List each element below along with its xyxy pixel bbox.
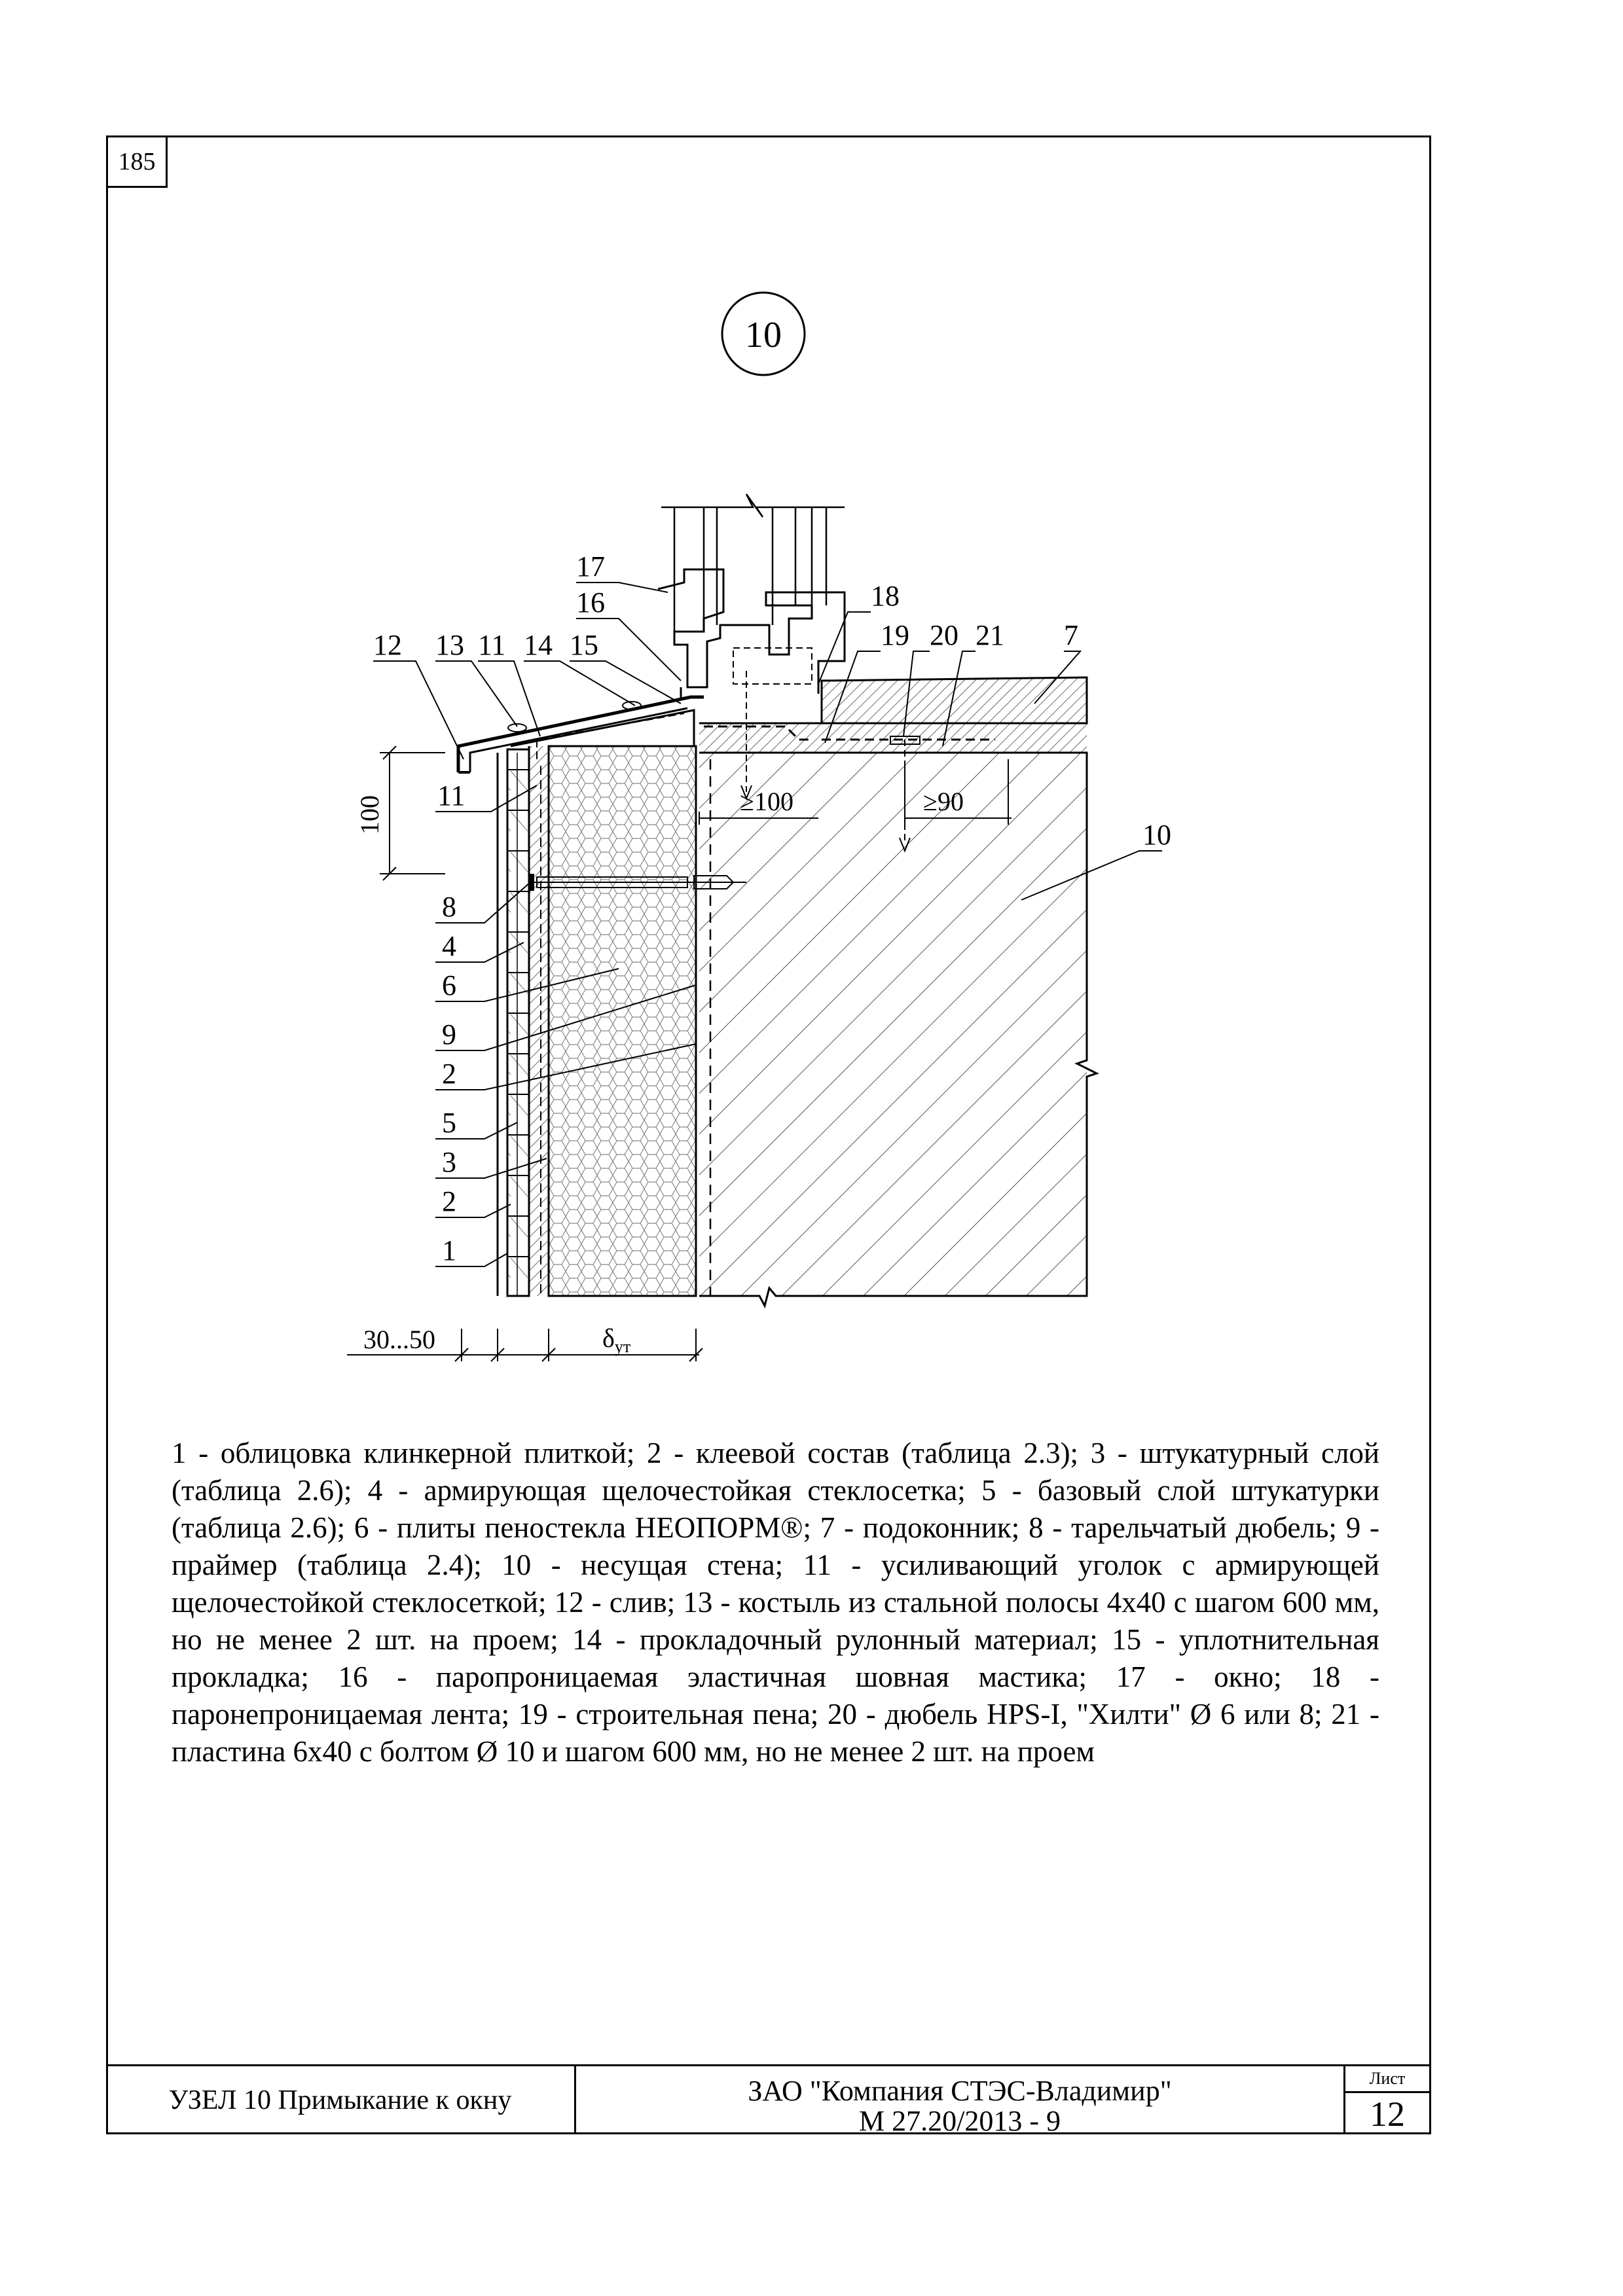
drawing-title: УЗЕЛ 10 Примыкание к окну (168, 2085, 512, 2115)
callout-14: 14 (524, 629, 553, 661)
callout-2-lower: 2 (442, 1185, 456, 1217)
callout-4: 4 (442, 930, 456, 962)
callout-16: 16 (576, 586, 605, 619)
callout-19: 19 (881, 619, 909, 651)
window-sill (822, 677, 1087, 723)
callout-13: 13 (435, 629, 464, 661)
callout-7: 7 (1064, 619, 1078, 651)
callout-9: 9 (442, 1018, 456, 1050)
organization: ЗАО "Компания СТЭС-Владимир" (748, 2075, 1172, 2107)
facade-layers (498, 746, 549, 1296)
document-code: М 27.20/2013 - 9 (859, 2105, 1061, 2137)
organization-cell (574, 2066, 1343, 2137)
dim-30-50: 30...50 (363, 1325, 435, 1354)
callout-11-top: 11 (478, 629, 506, 661)
title-block (106, 2064, 1431, 2137)
callout-12: 12 (373, 629, 402, 661)
dim-100-horizontal: ≥100 (740, 787, 793, 816)
dim-100-vertical: 100 (355, 795, 384, 834)
callout-5: 5 (442, 1107, 456, 1139)
callout-3: 3 (442, 1146, 456, 1178)
callout-8: 8 (442, 891, 456, 923)
sheet-label: Лист (1345, 2068, 1429, 2093)
callout-17: 17 (576, 550, 605, 583)
dim-90: ≥90 (923, 787, 964, 816)
callout-1: 1 (442, 1234, 456, 1266)
page-number: 185 (106, 135, 168, 188)
callout-20: 20 (930, 619, 958, 651)
sheet-cell (1343, 2066, 1429, 2134)
load-bearing-wall (699, 753, 1097, 1306)
callout-11-side: 11 (437, 780, 465, 812)
glass-foam-insulation (549, 746, 696, 1296)
legend: 1 - облицовка клинкерной плиткой; 2 - клеевой состав (таблица 2.3); 3 - штукатурный слой (таблица 2.6); 4 - армирующая щелочестойкая стеклосетка; 5 - базовый слой штукатурки (таблица 2.6); 6 - плиты пеностекла НЕОПОРМ®; 7 - подоконник; 8 - тарельчатый дюбель; 9 - праймер (таблица 2.4); 10 - несущая стена; 11 - усиливающий уголок с армирующей щелочестойкой стеклосеткой; 12 - слив; 13 - костыль из стальной полосы 4х40 с шагом 600 мм, но не менее 2 шт. на проем; 14 - прокладочный рулонный материал; 15 - уплотнительная прокладка; 16 - паропроницаемая эластичная шовная мастика; 17 - окно; 18 - паронепроницаемая лента; 19 - строительная пена; 20 - дюбель HPS-I, "Хилти" Ø 6 или 8; 21 - пластина 6х40 с болтом Ø 10 и шагом 600 мм, но не менее 2 шт. на проем (172, 1437, 1379, 1768)
node-number: 10 (745, 315, 782, 355)
callout-21: 21 (976, 619, 1004, 651)
window-frame (658, 494, 845, 700)
sheet-number: 12 (1370, 2094, 1405, 2134)
callout-18: 18 (871, 580, 900, 612)
callout-2-upper: 2 (442, 1058, 456, 1090)
callout-15: 15 (570, 629, 598, 661)
callout-10: 10 (1142, 819, 1171, 851)
callout-6: 6 (442, 969, 456, 1001)
dim-delta: $\delta_{ут}$ (602, 1323, 631, 1356)
